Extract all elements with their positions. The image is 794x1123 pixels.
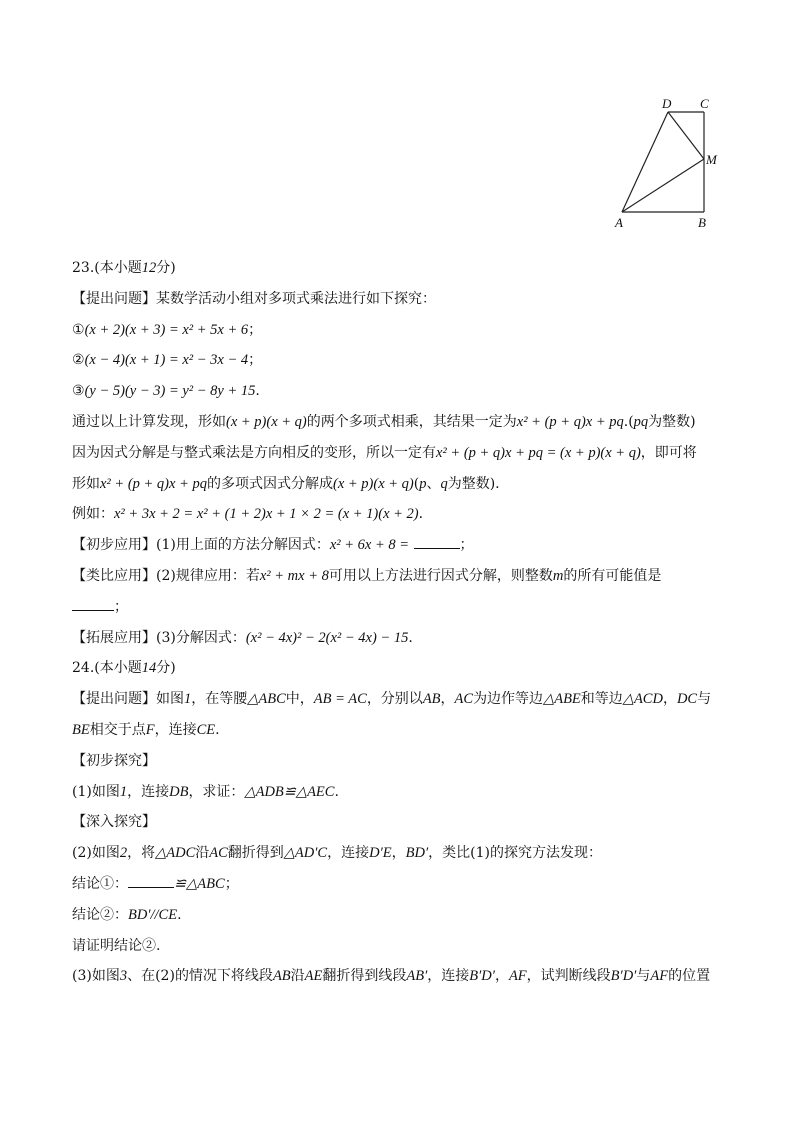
text: 分解因式： [175,629,246,646]
answer-blank[interactable] [128,874,174,888]
text: 为整数) [648,413,696,430]
q23-header [72,258,722,278]
text: 相交于点 [89,721,146,738]
answer-blank[interactable] [414,535,460,549]
circle-mark: ② [72,352,85,369]
q24-header-tail: 分) [156,660,176,677]
math: x² + 3x + 2 = x² + (1 + 2)x + 1 × 2 = (x + 1)(x + 2) [114,506,419,523]
text: 因为因式分解是与整式乘法是方向相反的变形，所以一定有 [72,444,436,461]
text: (2) [155,968,175,985]
punct: . [408,629,413,646]
text: ，连接 [154,721,197,738]
text: 的情况下将线段 [174,968,273,985]
text: 的两个多项式相乘，其结果一定为 [306,413,517,430]
text: 如图 [91,968,120,985]
math: (x + p)(x + q) [332,475,414,492]
q23-header-tail: 分) [156,260,176,276]
math: p [419,475,427,492]
text: 的多项式因式分解成 [206,475,333,492]
label-D: D [662,96,672,111]
math: AB = AC [313,691,367,708]
text: 的探究方法发现： [489,845,602,862]
part-number: (3) [156,629,176,646]
text: 的所有可能值是 [563,567,662,584]
q23-para3 [72,474,722,494]
text: 沿 [290,968,305,985]
math: CE [196,721,216,738]
part-number: (2) [72,845,92,862]
math: AF [508,968,527,985]
text: 结论 [72,875,100,892]
answer-blank[interactable] [72,597,114,611]
math: △ABC [247,691,286,708]
q23-number: 23. [72,260,95,276]
text: 如图 [91,783,120,800]
q23-para2 [72,443,722,463]
q23-intro [72,289,722,309]
circle-mark: ① [100,875,114,892]
q24-step1-tag [72,751,722,771]
circle-mark: ① [72,321,85,338]
q24-step2 [72,843,722,863]
math: AB [422,691,441,708]
q23-part2 [72,566,722,586]
math: x² + mx + 8 [259,567,329,584]
circle-mark: ③ [72,383,85,400]
math: D′E [369,845,392,862]
q23-intro-text: 某数学活动小组对多项式乘法进行如下探究： [156,290,436,307]
math: q [440,475,448,492]
text: 与 [636,968,651,985]
math: (x + p)(x + q) [226,413,307,430]
punct: ； [224,875,239,892]
text: ， [662,691,677,708]
q24-conclusion1 [72,874,722,894]
segment-DM [668,112,704,159]
q23-para1 [72,412,722,432]
math: AC [454,691,474,708]
q23-eq1 [72,320,722,340]
math: BD′ [405,845,429,862]
q23-part2-blank [72,597,722,617]
math: DC [676,691,698,708]
math: AE [304,968,323,985]
math: pq [633,413,649,430]
math: △ABE [543,691,581,708]
q24-intro [72,689,722,709]
punct: . [215,721,220,738]
section-tag: 【拓展应用】 [72,629,156,646]
punct: ； [459,537,474,554]
text: ，将 [127,845,156,862]
math: △ACD [622,691,663,708]
text: ，求证： [188,783,245,800]
text: ，在等腰 [191,691,248,708]
q23-part3 [72,628,722,648]
math: B′D′ [469,968,495,985]
punct: . [177,906,182,923]
text: .( [623,413,634,430]
circle-mark: ② [100,906,114,923]
math: △ADB≌△AEC [244,783,335,800]
equation: (y − 5)(y − 3) = y² − 8y + 15 [84,383,256,400]
q23-header-text: (本小题 [94,260,142,276]
text: ，类比 [428,845,471,862]
math: x² + (p + q)x + pq = (x + p)(x + q) [436,444,641,461]
section-tag: 【初步应用】 [72,537,156,554]
part-number: (1) [72,783,92,800]
part-number: (2) [156,567,176,584]
text: ， [391,845,406,862]
text: ，连接 [427,968,470,985]
text: 为边作等边 [473,691,544,708]
text: 为整数). [447,475,500,492]
section-tag: 【类比应用】 [72,567,156,584]
text: 规律应用：若 [175,567,260,584]
text: 如图 [91,845,120,862]
math: AB′ [406,968,428,985]
text: 用上面的方法分解因式： [175,537,330,554]
punct: . [255,383,260,400]
trapezoid-diagram [605,92,735,232]
text: ，连接 [327,845,370,862]
punct: ； [248,352,263,369]
math: AF [650,968,669,985]
text: 和等边 [580,691,623,708]
circle-mark: ② [142,937,156,954]
q24-step3 [72,966,722,986]
text: 、在 [127,968,156,985]
math: F [145,721,155,738]
q24-header-text: (本小题 [94,660,142,677]
text: ，分别以 [366,691,423,708]
q24-number: 24. [72,660,95,677]
math: x² + (p + q)x + pq [100,475,207,492]
math: BE [72,721,90,738]
q23-eq2 [72,350,722,370]
punct: ； [248,321,263,338]
text: 通过以上计算发现，形如 [72,413,226,430]
math: x² + (p + q)x + pq [516,413,624,430]
label-M: M [706,152,717,167]
geometry-figure [605,92,735,232]
section-tag: 【提出问题】 [72,691,156,708]
text: 请证明结论 [72,937,142,954]
text: ，连接 [127,783,170,800]
math: 2 [119,845,128,862]
text: 可用以上方法进行因式分解，则整数 [328,567,553,584]
text: ： [114,906,128,923]
text: 、 [426,475,441,492]
text: 翻折得到 [227,845,284,862]
math: (x² − 4x)² − 2(x² − 4x) − 15 [245,629,409,646]
math: B′D′ [610,968,637,985]
section-tag: 【深入探究】 [72,814,156,831]
exam-content [72,258,722,997]
text: 翻折得到线段 [322,968,407,985]
math: x² + 6x + 8 = [329,537,410,554]
q24-header [72,658,722,678]
text: 如图 [156,691,184,708]
text: 结论 [72,906,100,923]
part-number: (3) [72,968,92,985]
math: BD′//CE [128,906,178,923]
math: DB [169,783,189,800]
q24-step1 [72,782,722,802]
text: ，试判断线段 [526,968,611,985]
text: 的位置 [668,968,711,985]
section-tag: 【初步探究】 [72,752,156,769]
text: (1) [470,845,490,862]
section-tag: 【提出问题】 [72,290,156,307]
math: AC [209,845,228,862]
text: ( [413,475,420,492]
q23-part1 [72,535,722,555]
q24-prove [72,936,722,956]
q23-example [72,504,722,524]
q23-score: 12 [141,260,157,276]
equation: (x + 2)(x + 3) = x² + 5x + 6 [84,321,249,338]
label-A: A [615,215,623,230]
text: 与 [697,691,712,708]
math: 1 [184,691,192,708]
label-C: C [700,96,709,111]
punct: . [156,937,161,954]
q24-intro-cont [72,720,722,740]
equation: (x − 4)(x + 1) = x² − 3x − 4 [84,352,249,369]
q23-eq3 [72,381,722,401]
text: ， [494,968,509,985]
text: 中， [285,691,314,708]
label-B: B [698,215,706,230]
text: 沿 [195,845,210,862]
text: ： [114,875,128,892]
q24-score: 14 [141,660,157,677]
text: 形如 [72,475,100,492]
math: m [552,567,564,584]
punct: ； [114,598,128,615]
text: ， [440,691,455,708]
q24-conclusion2 [72,905,722,925]
math: △AD′C [283,845,328,862]
text: ，即可将 [640,444,697,461]
q24-step2-tag [72,812,722,832]
text: 例如： [72,506,114,523]
math: 3 [119,968,128,985]
punct: . [334,783,339,800]
math: ≌△ABC [174,875,225,892]
math: 1 [119,783,128,800]
punct: . [418,506,424,523]
math: △ADC [155,845,196,862]
math: AB [272,968,291,985]
part-number: (1) [156,537,176,554]
